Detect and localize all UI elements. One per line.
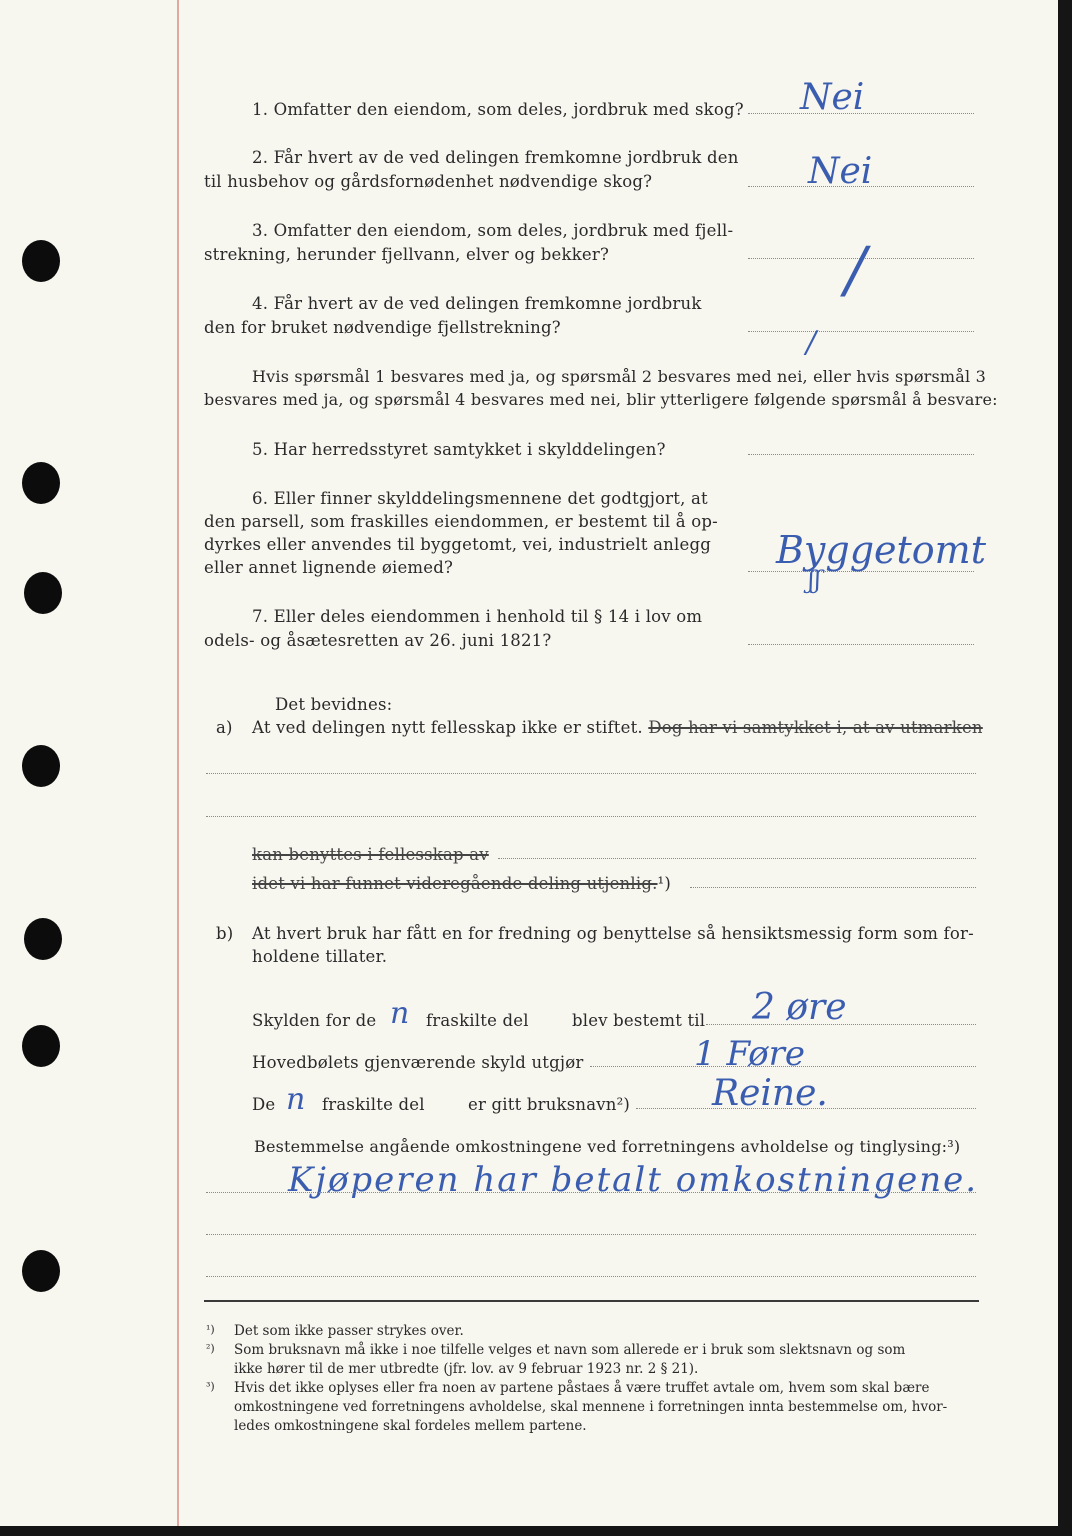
question-3-line-1: 3. Omfatter den eiendom, som deles, jordbruk med fjell-	[252, 221, 734, 240]
question-4-line-1: 4. Får hvert av de ved delingen fremkomne jordbruk	[252, 294, 702, 313]
punch-hole	[22, 745, 60, 787]
footnote-2-line-1: Som bruksnavn må ikke i noe tilfelle velges et navn som allerede er i bruk som slektsnavn og som	[234, 1342, 906, 1358]
question-6-line-3: dyrkes eller anvendes til byggetomt, vei, industrielt anlegg	[204, 535, 711, 554]
question-3-line-2: strekning, herunder fjellvann, elver og bekker?	[204, 245, 609, 264]
bruks-label-2: fraskilte del	[322, 1095, 425, 1114]
answer-line-7	[748, 644, 974, 645]
attest-b-label: b)	[216, 924, 234, 943]
bruks-value: Reine.	[712, 1073, 828, 1114]
footnote-2-line-2: ikke hører til de mer utbredte (jfr. lov. av 9 februar 1923 nr. 2 § 21).	[234, 1361, 699, 1377]
punch-hole	[24, 918, 62, 960]
blank-line	[206, 816, 976, 817]
punch-hole	[22, 240, 60, 282]
attest-a-struck: Dog har vi samtykket i, at av utmarken	[648, 718, 983, 737]
footnote-3-line-1: Hvis det ikke oplyses eller fra noen av partene påstaes å være truffet avtale om, hvem som skal bære	[234, 1380, 930, 1396]
blank-line	[206, 1192, 976, 1193]
punch-hole	[22, 462, 60, 504]
punch-hole	[22, 1025, 60, 1067]
answer-6: Byggetomt	[776, 528, 986, 572]
attest-a-main: At ved delingen nytt fellesskap ikke er stiftet.	[252, 718, 643, 737]
question-1: 1. Omfatter den eiendom, som deles, jordbruk med skog?	[252, 100, 744, 119]
margin-line	[177, 0, 179, 1526]
footnote-3-mark: ³)	[206, 1380, 215, 1393]
answer-line-5	[748, 454, 974, 455]
blank-line	[206, 1234, 976, 1235]
attest-b-line-1: At hvert bruk har fått en for fredning og benyttelse så hensiktsmessig form som for-	[252, 924, 974, 943]
footnote-divider	[204, 1300, 979, 1302]
bruks-label-3: er gitt bruksnavn²)	[468, 1095, 631, 1114]
bruks-hw-n: n	[286, 1082, 306, 1117]
struck-line-2-text: idet vi har funnet videregående deling utjenlig.	[252, 874, 658, 893]
footnote-2-mark: ²)	[206, 1342, 215, 1355]
attest-heading: Det bevidnes:	[275, 695, 393, 714]
question-7-line-2: odels- og åsætesretten av 26. juni 1821?	[204, 631, 552, 650]
answer-6-mark: ʃʃ	[808, 566, 822, 594]
answer-line-4	[748, 331, 974, 332]
hoved-label: Hovedbølets gjenværende skyld utgjør	[252, 1053, 584, 1072]
answer-4: /	[806, 325, 817, 360]
condition-line-2: besvares med ja, og spørsmål 4 besvares med nei, blir ytterligere følgende spørsmål å besvare:	[204, 390, 998, 409]
struck-line-1: kan benyttes i fellesskap av	[252, 845, 489, 864]
footnote-3-line-2: omkostningene ved forretningens avholdelse, skal mennene i forretningen innta bestemmelse om, hvor-	[234, 1399, 948, 1415]
footnote-1-line-1: Det som ikke passer strykes over.	[234, 1323, 464, 1339]
blank-line	[206, 1276, 976, 1277]
answer-1: Nei	[800, 77, 865, 118]
attest-b-line-2: holdene tillater.	[252, 947, 388, 966]
question-6-line-1: 6. Eller finner skylddelingsmennene det godtgjort, at	[252, 489, 708, 508]
punch-hole	[24, 572, 62, 614]
answer-2: Nei	[808, 151, 873, 192]
hoved-value: 1 Føre	[694, 1034, 806, 1074]
struck-line-2	[252, 874, 671, 894]
footnote-3-line-3: ledes omkostningene skal fordeles mellem partene.	[234, 1418, 587, 1434]
blank-line	[498, 858, 976, 859]
skyld-value: 2 øre	[752, 987, 847, 1028]
answer-3: /	[845, 233, 866, 306]
skyld-label-1: Skylden for de	[252, 1011, 377, 1030]
question-2-line-1: 2. Får hvert av de ved delingen fremkomne jordbruk den	[252, 148, 739, 167]
bruks-label-1: De	[252, 1095, 276, 1114]
cost-value: Kjøperen har betalt omkostningene.	[288, 1160, 979, 1200]
question-7-line-1: 7. Eller deles eiendommen i henhold til § 14 i lov om	[252, 607, 703, 626]
cost-label: Bestemmelse angående omkostningene ved forretningens avholdelse og tinglysing:³)	[254, 1137, 961, 1156]
attest-a-text	[252, 718, 983, 738]
question-6-line-2: den parsell, som fraskilles eiendommen, er bestemt til å op-	[204, 512, 718, 531]
skyld-label-2: fraskilte del	[426, 1011, 529, 1030]
skyld-label-3: blev bestemt til	[572, 1011, 706, 1030]
skyld-hw-n: n	[390, 996, 410, 1031]
footnote-1-mark: ¹)	[206, 1323, 215, 1336]
attest-a-label: a)	[216, 718, 233, 737]
punch-hole	[22, 1250, 60, 1292]
question-2-line-2: til husbehov og gårdsfornødenhet nødvendige skog?	[204, 172, 653, 191]
struck-line-2-note: ¹)	[657, 874, 671, 893]
question-5: 5. Har herredsstyret samtykket i skylddelingen?	[252, 440, 666, 459]
question-4-line-2: den for bruket nødvendige fjellstrekning?	[204, 318, 561, 337]
question-6-line-4: eller annet lignende øiemed?	[204, 558, 454, 577]
blank-line	[690, 887, 976, 888]
blank-line	[206, 773, 976, 774]
condition-line-1: Hvis spørsmål 1 besvares med ja, og spørsmål 2 besvares med nei, eller hvis spørsmål 3	[252, 367, 987, 386]
